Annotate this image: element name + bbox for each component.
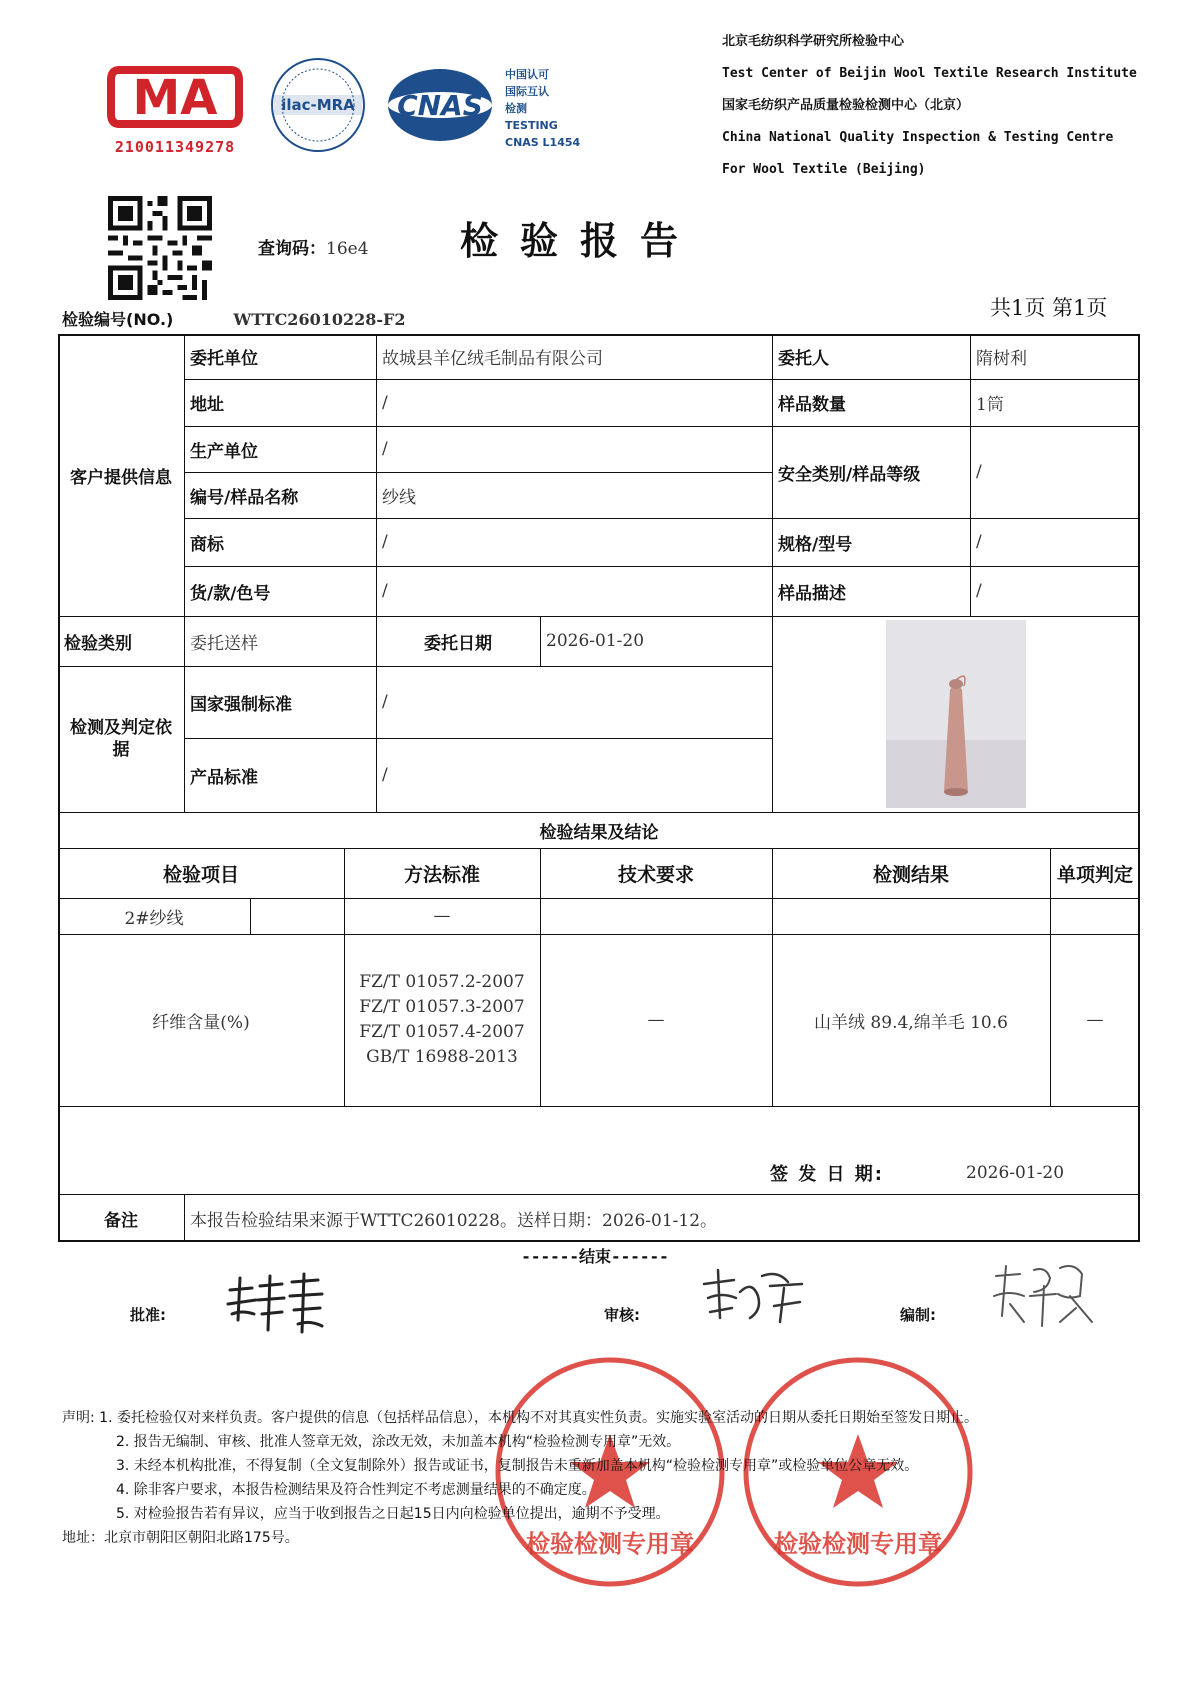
- editor-label: 编制:: [900, 1306, 936, 1324]
- report-number: 检验编号(NO.) WTTC26010228-F2: [62, 310, 406, 329]
- client-person-value: 隋树利: [976, 349, 1027, 369]
- report-title: 检验报告: [460, 218, 701, 263]
- sample-qty-label: 样品数量: [778, 395, 846, 415]
- cma-logo: [105, 62, 245, 132]
- address-value: /: [382, 392, 388, 413]
- col-header-result: 检测结果: [872, 863, 949, 886]
- inspection-type-value: 委托送样: [190, 633, 258, 654]
- basis-label: 检测及判定依据: [70, 718, 172, 760]
- brand-label: 商标: [190, 534, 224, 555]
- product-std-value: /: [382, 765, 388, 785]
- col-header-requirement: 技术要求: [617, 863, 694, 886]
- inspection-type-label: 检验类别: [64, 633, 132, 654]
- producer-label: 生产单位: [190, 441, 258, 462]
- item-no-value: /: [382, 581, 388, 601]
- sub-item-method: —: [433, 906, 451, 926]
- editor-signature: [990, 1256, 1100, 1332]
- producer-value: /: [382, 439, 388, 459]
- lab-address: 地址：北京市朝阳区朝阳北路175号。: [62, 1530, 299, 1546]
- col-header-item: 检验项目: [162, 863, 239, 886]
- remark-label: 备注: [104, 1210, 138, 1231]
- test-result: 山羊绒 89.4,绵羊毛 10.6: [814, 1012, 1008, 1033]
- entrust-date-label: 委托日期: [424, 633, 492, 654]
- query-code: 查询码：16e4: [258, 239, 369, 259]
- svg-text:检验检测专用章: 检验检测专用章: [526, 1530, 694, 1558]
- ilac-mra-logo: [268, 55, 368, 155]
- page-indicator: 共1页 第1页: [990, 296, 1108, 320]
- svg-text:MA: MA: [132, 70, 218, 126]
- sample-name-value: 纱线: [382, 487, 416, 508]
- sample-desc-label: 样品描述: [778, 583, 846, 604]
- client-person-label: 委托人: [778, 349, 829, 369]
- test-requirement: —: [647, 1010, 665, 1030]
- declaration-item: 1. 委托检验仅对来样负责。客户提供的信息（包括样品信息），本机构不对其真实性负责。实施实验室活动的日期从委托日期始至签发日期止。: [99, 1410, 978, 1426]
- item-no-label: 货/款/色号: [190, 583, 271, 604]
- col-header-method: 方法标准: [403, 863, 480, 886]
- spec-label: 规格/型号: [778, 534, 853, 555]
- sub-item-name: 2#纱线: [124, 908, 184, 929]
- end-marker: ------结束------: [521, 1247, 669, 1266]
- entrusting-unit-value: 故城县羊亿绒毛制品有限公司: [382, 349, 603, 369]
- approver-label: 批准:: [130, 1306, 166, 1324]
- sample-name-label: 编号/样品名称: [190, 487, 299, 508]
- qr-code[interactable]: [108, 196, 212, 300]
- institute-info: 北京毛纺织科学研究所检验中心 Test Center of Beijin Wool Textile Research Institute 国家毛纺织产品质量检验检测中心（北京） China National Quality Inspection & Testing Centre For Wool Textile (Beijing): [722, 34, 1137, 177]
- sample-photo: [886, 620, 1026, 808]
- cnas-logo: [385, 65, 495, 145]
- client-section-label: 客户提供信息: [70, 467, 172, 488]
- col-header-judgement: 单项判定: [1056, 863, 1133, 886]
- address-label: 地址: [190, 395, 224, 415]
- test-judgement: —: [1086, 1010, 1104, 1030]
- declaration-item: 4. 除非客户要求，本报告检测结果及符合性判定不考虑测量结果的不确定度。: [116, 1482, 596, 1498]
- sample-qty-value: 1筒: [976, 395, 1004, 415]
- svg-text:CNAS: CNAS: [397, 89, 483, 122]
- test-methods: FZ/T 01057.2-2007 FZ/T 01057.3-2007 FZ/T 01057.4-2007 GB/T 16988-2013: [359, 972, 525, 1067]
- svg-text:检验检测专用章: 检验检测专用章: [774, 1530, 942, 1558]
- entrust-date-value: 2026-01-20: [546, 631, 645, 651]
- test-item: 纤维含量(%): [152, 1012, 250, 1033]
- cma-number: 210011349278: [114, 138, 236, 156]
- sample-desc-value: /: [976, 581, 982, 601]
- product-std-label: 产品标准: [190, 767, 258, 788]
- spec-value: /: [976, 532, 982, 552]
- entrusting-unit-label: 委托单位: [190, 349, 258, 369]
- brand-value: /: [382, 532, 388, 552]
- cnas-side-text: 中国认可 国际互认 检测 TESTING CNAS L1454: [505, 68, 581, 149]
- results-section-title: 检验结果及结论: [539, 822, 659, 843]
- declaration-lead: 声明:: [62, 1410, 95, 1426]
- declaration: [62, 1406, 978, 1550]
- mandatory-std-label: 国家强制标准: [190, 694, 292, 715]
- safety-value: /: [976, 462, 982, 482]
- declaration-item: 5. 对检验报告若有异议，应当于收到报告之日起15日内向检验单位提出，逾期不予受理。: [116, 1506, 670, 1522]
- reviewer-signature: [700, 1262, 810, 1332]
- mandatory-std-value: /: [382, 692, 388, 712]
- declaration-item: 3. 未经本机构批准，不得复制（全文复制除外）报告或证书，复制报告未重新加盖本机构“检验检测专用章”或检验单位公章无效。: [116, 1458, 919, 1474]
- svg-text:ilac-MRA: ilac-MRA: [281, 96, 355, 114]
- reviewer-label: 审核:: [604, 1306, 640, 1324]
- declaration-item: 2. 报告无编制、审核、批准人签章无效，涂改无效，未加盖本机构“检验检测专用章”无效。: [116, 1434, 681, 1450]
- approver-signature: [222, 1270, 332, 1340]
- issue-date-label: 签 发 日 期:: [770, 1164, 884, 1185]
- issue-date-value: 2026-01-20: [966, 1163, 1065, 1183]
- safety-label: 安全类别/样品等级: [778, 464, 921, 485]
- remark-text: 本报告检验结果来源于WTTC26010228。送样日期：2026-01-12。: [190, 1210, 718, 1231]
